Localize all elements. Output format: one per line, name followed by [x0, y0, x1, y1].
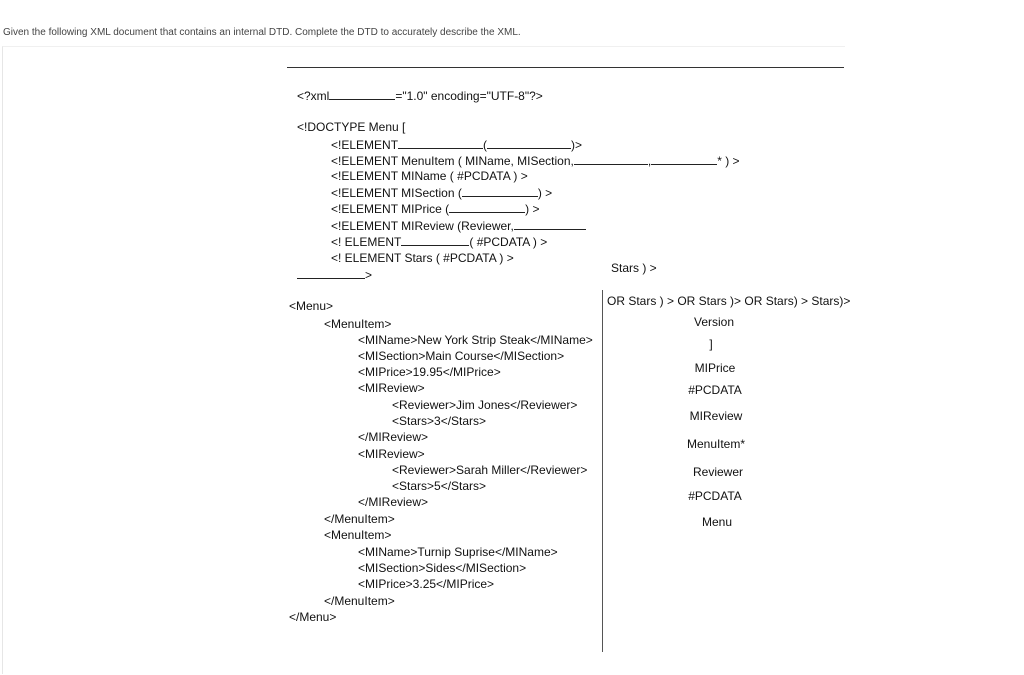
xml-decl-start: <?xml: [297, 89, 330, 103]
element-line-4: [331, 185, 552, 200]
blank-version[interactable]: [329, 88, 395, 100]
blank-el2-b[interactable]: [651, 153, 717, 165]
xml-item1-section: <MISection>Main Course</MISection>: [358, 349, 565, 363]
options-divider: [602, 290, 603, 652]
xml-review2-stars: <Stars>5</Stars>: [392, 479, 487, 493]
xml-review1-reviewer: <Reviewer>Jim Jones</Reviewer>: [392, 398, 578, 412]
xml-item1-close: </MenuItem>: [324, 512, 395, 526]
el5-end: ) >: [525, 202, 540, 216]
element-line-7: [331, 234, 547, 249]
blank-el7[interactable]: [401, 234, 469, 246]
xml-item2-name: <MIName>Turnip Suprise</MIName>: [358, 545, 558, 559]
xml-item1-price: <MIPrice>19.95</MIPrice>: [358, 365, 501, 379]
xml-item1-name: <MIName>New York Strip Steak</MIName>: [358, 333, 593, 347]
xml-decl-end: ="1.0" encoding="UTF-8"?>: [395, 89, 543, 103]
element-line-8: <! ELEMENT Stars ( #PCDATA ) >: [331, 251, 514, 265]
xml-review1-stars: <Stars>3</Stars>: [392, 414, 487, 428]
option-version[interactable]: Version: [693, 315, 735, 329]
el2-end: * ) >: [717, 154, 740, 168]
xml-declaration-line: [297, 88, 543, 103]
option-or-stars[interactable]: OR Stars ) > OR Stars )> OR Stars) > Stars)>: [607, 294, 851, 308]
close-line: [297, 267, 372, 282]
option-menu[interactable]: Menu: [701, 515, 733, 529]
xml-menu-open: <Menu>: [289, 299, 334, 313]
el4-start: <!ELEMENT MISection (: [331, 186, 462, 200]
blank-el5[interactable]: [449, 201, 525, 213]
el2-start: <!ELEMENT MenuItem ( MIName, MISection,: [331, 154, 574, 168]
blank-el1-name[interactable]: [398, 137, 483, 149]
element-line-6: [331, 218, 586, 233]
el1-start: <!ELEMENT: [331, 138, 399, 152]
xml-review2-reviewer: <Reviewer>Sarah Miller</Reviewer>: [392, 463, 588, 477]
el2-comma: ,: [647, 154, 652, 168]
blank-close[interactable]: [297, 267, 365, 279]
option-reviewer[interactable]: Reviewer: [692, 465, 744, 479]
el5-start: <!ELEMENT MIPrice (: [331, 202, 450, 216]
xml-item2-open: <MenuItem>: [324, 528, 392, 542]
el1-paren: (: [483, 138, 488, 152]
instruction-text: Given the following XML document that contains an internal DTD. Complete the DTD to accurately describe the XML.: [3, 27, 521, 38]
option-pcdata-2[interactable]: #PCDATA: [688, 489, 742, 503]
blank-el4[interactable]: [462, 185, 538, 197]
xml-menu-close: </Menu>: [289, 610, 337, 624]
blank-el6[interactable]: [514, 218, 586, 230]
xml-item1-open: <MenuItem>: [324, 317, 392, 331]
element-line-1: [331, 137, 582, 152]
xml-review2-open: <MIReview>: [358, 447, 425, 461]
blank-el1-content[interactable]: [487, 137, 571, 149]
close-end: >: [365, 268, 373, 282]
el7-start: <! ELEMENT: [331, 235, 402, 249]
blank-el2-a[interactable]: [574, 153, 648, 165]
xml-review1-close: </MIReview>: [358, 430, 429, 444]
xml-item2-close: </MenuItem>: [324, 594, 395, 608]
element-line-3: <!ELEMENT MIName ( #PCDATA ) >: [331, 169, 528, 183]
xml-review2-close: </MIReview>: [358, 495, 429, 509]
option-stars[interactable]: Stars ) >: [611, 261, 657, 275]
doctype-open-line: <!DOCTYPE Menu [: [297, 120, 406, 134]
el1-end: )>: [571, 138, 583, 152]
option-mireview[interactable]: MIReview: [689, 409, 743, 423]
el7-end: ( #PCDATA ) >: [469, 235, 548, 249]
option-menuitem-star[interactable]: MenuItem*: [686, 437, 746, 451]
option-bracket[interactable]: ]: [709, 337, 713, 351]
el6-start: <!ELEMENT MIReview (Reviewer,: [331, 219, 514, 233]
element-line-5: [331, 201, 539, 216]
xml-item2-section: <MISection>Sides</MISection>: [358, 561, 527, 575]
option-pcdata-1[interactable]: #PCDATA: [688, 383, 742, 397]
horizontal-rule: [287, 67, 844, 68]
xml-review1-open: <MIReview>: [358, 381, 425, 395]
xml-item2-price: <MIPrice>3.25</MIPrice>: [358, 577, 495, 591]
element-line-2: [331, 153, 740, 168]
option-miprice[interactable]: MIPrice: [694, 361, 736, 375]
el4-end: ) >: [537, 186, 553, 200]
